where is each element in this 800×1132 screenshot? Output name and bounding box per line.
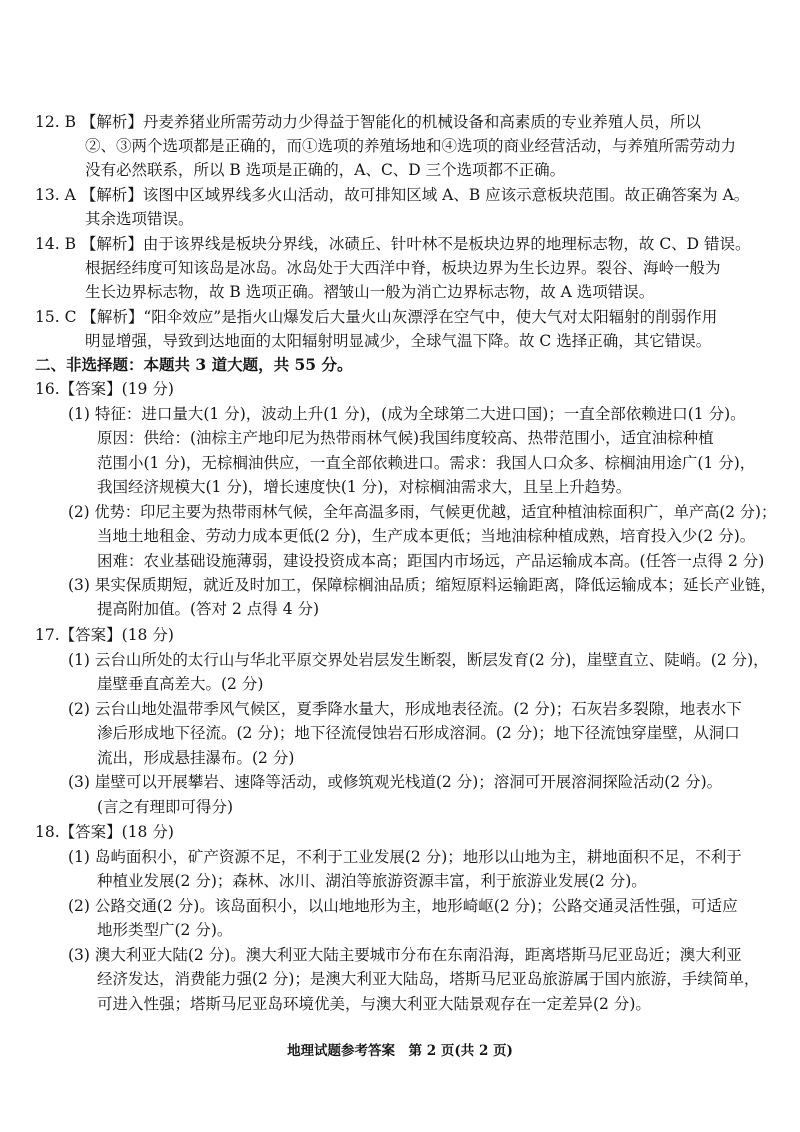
q18-1-line-2: 种植业发展(2 分)；森林、冰川、湖泊等旅游资源丰富，利于旅游业发展(2 分)。: [97, 872, 647, 890]
q17-1-line-2: 崖壁垂直高差大。(2 分): [97, 675, 264, 693]
q16-heading: 16.【答案】(19 分): [35, 380, 174, 398]
q18-heading: 18.【答案】(18 分): [35, 823, 174, 841]
q16-3-line-2: 提高附加值。(答对 2 点得 4 分): [97, 600, 320, 618]
q17-2-line-1: (2) 云台山地处温带季风气候区，夏季降水量大，形成地表径流。(2 分)；石灰岩多裂隙，地表水下: [68, 700, 742, 718]
q12-line-2: ②、③两个选项都是正确的，而①选项的养殖场地和④选项的商业经营活动，与养殖所需劳动力: [85, 137, 737, 155]
q13-line-2: 其余选项错误。: [85, 210, 194, 228]
q17-1-line-1: (1) 云台山所处的太行山与华北平原交界处岩层发生断裂，断层发育(2 分)，崖壁直立、陡峭。(2 分)，: [68, 651, 769, 669]
q16-2-line-2: 当地土地租金、劳动力成本更低(2 分)，生产成本更低；当地油棕种植成熟，培育投入少(2 分)。: [97, 527, 756, 545]
q17-2-line-3: 流出，形成悬挂瀑布。(2 分): [97, 749, 295, 767]
q16-1-line-3: 范围小(1 分)，无棕榈油供应，一直全部依赖进口。需求：我国人口众多、棕榈油用途广(1 分)，: [97, 454, 756, 472]
q17-2-line-2: 渗后形成地下径流。(2 分)；地下径流侵蚀岩石形成溶洞。(2 分)；地下径流蚀穿崖壁，从洞口: [97, 724, 740, 742]
q15-line-2: 明显增强，导致到达地面的太阳辐射明显减少，全球气温下降。故 C 选择正确，其它错误。: [85, 332, 712, 350]
q14-line-3: 生长边界标志物，故 B 选项正确。褶皱山一般为消亡边界标志物，故 A 选项错误。: [85, 283, 655, 301]
q18-1-line-1: (1) 岛屿面积小，矿产资源不足，不利于工业发展(2 分)；地形以山地为主，耕地面积不足，不利于: [68, 848, 742, 866]
q15-line-1: 15. C 【解析】“阳伞效应”是指火山爆发后大量火山灰漂浮在空气中，使大气对太阳辐射的削弱作用: [35, 308, 718, 326]
q13-line-1: 13. A 【解析】该图中区域界线多火山活动，故可排知区域 A、B 应该示意板块范围。故正确答案为 A。: [35, 186, 750, 204]
q16-1-line-2: 原因：供给：(油棕主产地印尼为热带雨林气候)我国纬度较高、热带范围小，适宜油棕种植: [97, 429, 714, 447]
q16-2-line-3: 困难：农业基础设施薄弱，建设投资成本高；距国内市场远，产品运输成本高。(任答一点得 2 分): [97, 552, 765, 570]
q16-3-line-1: (3) 果实保质期短，就近及时加工，保障棕榈油品质；缩短原料运输距离，降低运输成本；延长产业链，: [68, 576, 776, 594]
q18-3-line-2: 经济发达，消费能力强(2 分)；是澳大利亚大陆岛，塔斯马尼亚岛旅游属于国内旅游，手续简单，: [97, 970, 760, 988]
q18-3-line-1: (3) 澳大利亚大陆(2 分)。澳大利亚大陆主要城市分布在东南沿海，距离塔斯马尼亚岛近；澳大利亚: [68, 946, 742, 964]
q17-3-line-2: (言之有理即可得分): [97, 798, 234, 816]
q12-line-3: 没有必然联系，所以 B 选项是正确的，A、C、D 三个选项都不正确。: [85, 161, 566, 179]
q14-line-1: 14. B 【解析】由于该界线是板块分界线，冰碛丘、针叶林不是板块边界的地理标志物，故 C、D 错误。: [35, 235, 751, 253]
q17-3-line-1: (3) 崖壁可以开展攀岩、速降等活动，或修筑观光栈道(2 分)；溶洞可开展溶洞探险活动(2 分)。: [68, 773, 723, 791]
q17-heading: 17.【答案】(18 分): [35, 626, 174, 644]
q18-2-line-1: (2) 公路交通(2 分)。该岛面积小，以山地地形为主，地形崎岖(2 分)；公路交通灵活性强，可适应: [68, 897, 738, 915]
q12-line-1: 12. B 【解析】丹麦养猪业所需劳动力少得益于智能化的机械设备和高素质的专业养殖人员，所以: [35, 113, 701, 131]
section-heading: 二、非选择题：本题共 3 道大题，共 55 分。: [35, 355, 353, 374]
q14-line-2: 根据经纬度可知该岛是冰岛。冰岛处于大西洋中脊，板块边界为生长边界。裂谷、海岭一般为: [85, 259, 721, 277]
q16-1-line-1: (1) 特征：进口量大(1 分)，波动上升(1 分)，(成为全球第二大进口国)；一直全部依赖进口(1 分)。: [68, 405, 746, 423]
q16-2-line-1: (2) 优势：印尼主要为热带雨林气候，全年高温多雨，气候更优越，适宜种植油棕面积广，单产高(2 分)；: [68, 503, 777, 521]
q18-3-line-3: 可进入性强；塔斯马尼亚岛环境优美，与澳大利亚大陆景观存在一定差异(2 分)。: [97, 995, 651, 1013]
page-footer: 地理试题参考答案 第 2 页(共 2 页): [287, 1043, 513, 1059]
q18-2-line-2: 地形类型广(2 分)。: [97, 921, 233, 939]
q16-1-line-4: 我国经济规模大(1 分)，增长速度快(1 分)，对棕榈油需求大，且呈上升趋势。: [97, 478, 632, 496]
